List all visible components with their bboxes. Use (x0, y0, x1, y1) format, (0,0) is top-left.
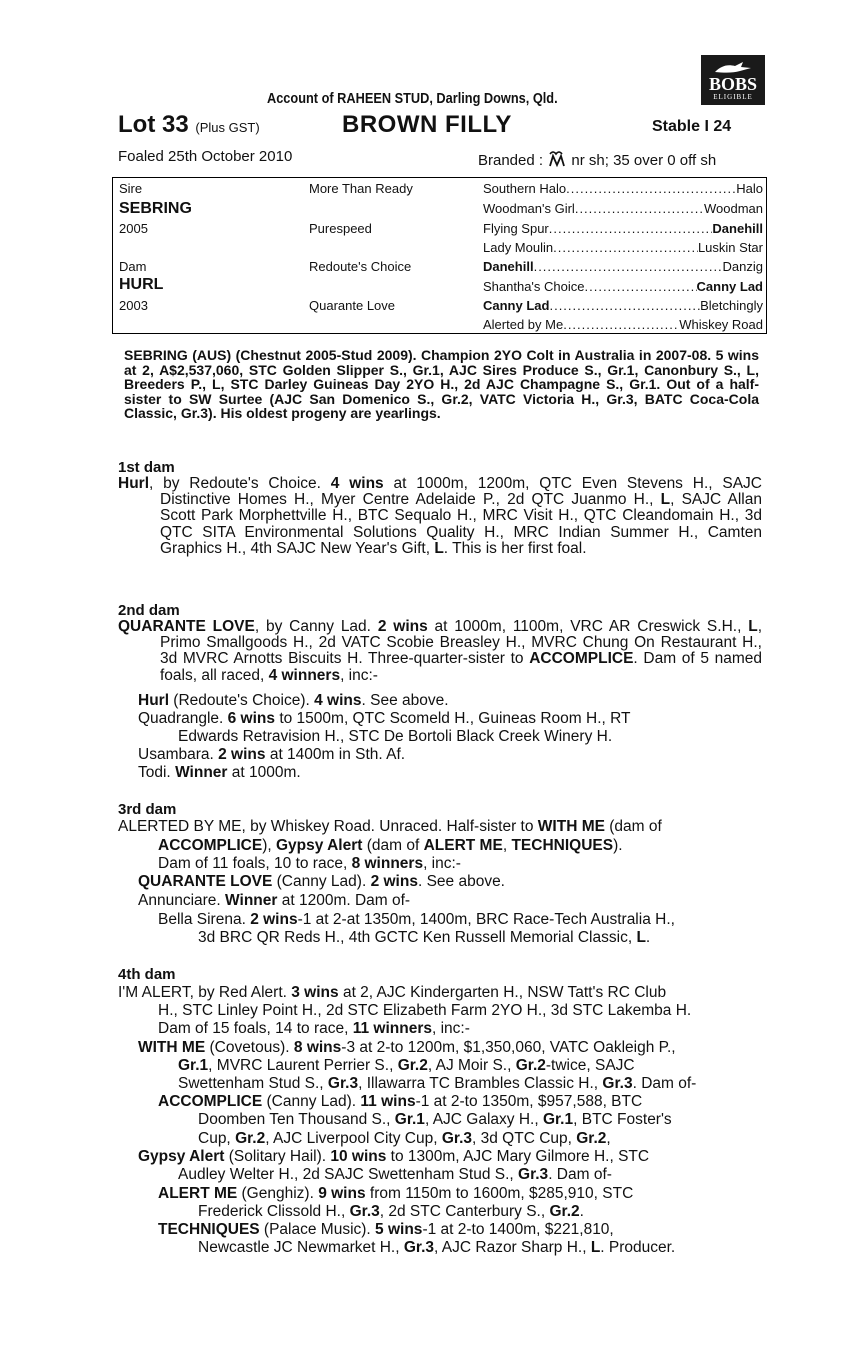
lot-label: Lot 33 (118, 111, 189, 138)
group-tag: Gr.1 (542, 1111, 574, 1128)
text: Dam of 11 foals, 10 to race, (158, 855, 352, 872)
text: . Dam of 5 named foals, all raced, (160, 650, 763, 684)
third-dam-line (118, 819, 762, 835)
wins: 6 wins (227, 710, 276, 727)
sires-sire: More Than Ready (309, 181, 413, 196)
text: , (606, 1130, 611, 1147)
horse-name: ACCOMPLICE (158, 837, 263, 854)
wins: Winner (175, 764, 228, 781)
dam-label: Dam (119, 259, 147, 274)
text: , MVRC Laurent Perrier S., (208, 1057, 398, 1074)
grandparent-row (483, 297, 763, 315)
foal-entry-continued (198, 1204, 584, 1220)
text: , Illawarra TC Brambles Classic H., (358, 1075, 603, 1092)
wins: 2 wins (377, 618, 428, 635)
winners: 4 winners (268, 666, 341, 684)
text: , AJC Galaxy H., (424, 1111, 543, 1128)
grandparent-row (483, 258, 763, 276)
foal-entry (138, 1040, 676, 1056)
horse-name: TECHNIQUES (511, 837, 614, 854)
vendor-account: Account of RAHEEN STUD, Darling Downs, Qld. (267, 91, 558, 107)
text: , AJ Moir S., (427, 1057, 516, 1074)
horse-name: Gypsy Alert (275, 837, 363, 854)
foal-entry (138, 711, 762, 727)
group-tag: Gr.3 (441, 1130, 473, 1147)
grandparent-name: Woodman's Girl (483, 201, 575, 216)
text: (dam of (362, 837, 424, 854)
grandparent-sire: Danehill (712, 221, 763, 236)
text: Frederick Clissold H., (198, 1203, 350, 1220)
text: -3 at 2-to 1200m, $1,350,060, VATC Oakleigh P., (341, 1039, 676, 1056)
text: , (502, 837, 512, 854)
grandparent-row (483, 200, 763, 218)
grandparent-sire: Woodman (703, 201, 763, 216)
sire-summary: SEBRING (AUS) (Chestnut 2005-Stud 2009). Champion 2YO Colt in Australia in 2007-08. 5 wins at 2, A$2,537,060, STC Golden Slipper S., Gr.1, AJC Sires Produce S., Gr.1, Canonbury S., L, Breeders P., L, STC Darley Guineas Day 2YO H., 2d AJC Champagne S., Gr.1. Out of a half-sister to SW Surtee (AJC San Domenico S., Gr.2, VATC Victoria H., Gr.3, BATC Coca-Cola Classic, Gr.3). His oldest progeny are yearlings. (124, 347, 759, 422)
text: at 1400m in Sth. Af. (265, 746, 406, 763)
group-tag: Gr.3 (349, 1203, 380, 1220)
horse-name: TECHNIQUES (158, 1221, 260, 1238)
foal-entry (138, 693, 449, 709)
group-tag: Gr.2 (235, 1130, 266, 1147)
text: (Palace Music). (259, 1221, 376, 1238)
text: (Solitary Hail). (224, 1148, 331, 1165)
text: Quadrangle. (138, 710, 228, 727)
foal-entry (158, 1094, 642, 1110)
wins: 2 wins (370, 873, 418, 890)
text: at 1000m, 1100m, VRC AR Creswick S.H., (427, 618, 749, 635)
sire-year: 2005 (119, 221, 148, 236)
text: ALERTED BY ME, by Whiskey Road. Unraced. Half-sister to (118, 818, 538, 835)
sire-label: Sire (119, 181, 143, 196)
text: Audley Welter H., 2d SAJC Swettenham Stud S., (178, 1166, 519, 1183)
first-dam-heading: 1st dam (118, 459, 175, 476)
foal-entry (138, 1149, 649, 1165)
third-dam-line (158, 856, 461, 872)
text: at 1000m, 1200m, QTC Even Stevens H., SAJC Distinctive Homes H., Myer Centre Adelaide P., 2d QTC Juanmo H., (160, 475, 762, 509)
group-tag: Gr.3 (602, 1075, 633, 1092)
group-tag: Gr.2 (549, 1203, 580, 1220)
text: , AJC Razor Sharp H., (434, 1239, 591, 1256)
dam-name: QUARANTE LOVE (118, 618, 255, 635)
wins: 9 wins (318, 1185, 366, 1202)
foal-entry-continued (198, 1131, 611, 1147)
foal-entry-continued (198, 1240, 675, 1256)
text: Usambara. (138, 746, 219, 763)
text: . (645, 929, 651, 946)
lot-title: BROWN FILLY (342, 111, 512, 138)
grandparent-name: Flying Spur (483, 221, 549, 236)
wins: 2 wins (250, 911, 298, 928)
grandparent-name: Southern Halo (483, 181, 567, 196)
brand-description (478, 148, 716, 169)
dam-year: 2003 (119, 298, 148, 313)
foal-entry (158, 912, 675, 928)
grandparent-name: Danehill (483, 259, 534, 274)
fourth-dam-line (158, 1021, 470, 1037)
listed-tag: L (636, 929, 646, 946)
text: Newcastle JC Newmarket H., (198, 1239, 404, 1256)
grandparent-name: Alerted by Me (483, 317, 564, 332)
foal-entry-continued (178, 1076, 696, 1092)
group-tag: Gr.1 (178, 1057, 209, 1074)
winners: 11 winners (352, 1020, 432, 1037)
dam-name: Hurl (118, 475, 149, 492)
text: Dam of 15 foals, 14 to race, (158, 1020, 353, 1037)
wins: 5 wins (375, 1221, 423, 1238)
text: , by Canny Lad. (254, 618, 378, 635)
text: , inc:- (431, 1020, 470, 1037)
group-tag: Gr.3 (403, 1239, 435, 1256)
text: (Redoute's Choice). (169, 692, 315, 709)
text: at 2, AJC Kindergarten H., NSW Tatt's RC Club (338, 984, 667, 1001)
foal-entry (138, 874, 505, 890)
grandparent-row (483, 316, 763, 334)
text: . See above. (361, 692, 449, 709)
wins: 4 wins (314, 692, 362, 709)
grandparent-sire: Whiskey Road (679, 317, 763, 332)
text: to 1300m, AJC Mary Gilmore H., STC (386, 1148, 650, 1165)
wins: 8 wins (293, 1039, 342, 1056)
foal-entry-continued (198, 1112, 672, 1128)
grandparent-name: Canny Lad (483, 298, 550, 313)
logo-brand: BOBS (708, 74, 758, 94)
text: , inc:- (423, 855, 461, 872)
group-tag: Gr.1 (394, 1111, 425, 1128)
text: . This is her first foal. (443, 539, 587, 557)
horse-name: ACCOMPLICE (529, 650, 634, 668)
grandparent-row (483, 239, 763, 257)
text: . Dam of- (632, 1075, 697, 1092)
foal-entry-continued: Edwards Retravision H., STC De Bortoli Black Creek Winery H. (178, 728, 613, 745)
sire-name: SEBRING (119, 200, 192, 217)
third-dam-line (158, 838, 623, 854)
text: , inc:- (340, 666, 378, 684)
text: Bella Sirena. (158, 911, 251, 928)
foal-entry (138, 747, 405, 763)
logo-subtitle: ELIGIBLE (713, 93, 753, 101)
lot-number (118, 111, 260, 139)
grandparent-row (483, 180, 763, 198)
fourth-dam-heading: 4th dam (118, 966, 176, 983)
text: Cup, (198, 1130, 236, 1147)
text: -1 at 2-to 1400m, $221,810, (422, 1221, 614, 1238)
wins: 11 wins (360, 1093, 416, 1110)
brand-mark-icon (547, 148, 567, 168)
dams-sire: Redoute's Choice (309, 259, 412, 274)
dam-name: HURL (119, 276, 164, 293)
text: -1 at 2-to 1350m, $957,588, BTC (415, 1093, 643, 1110)
wins: 4 wins (330, 475, 384, 492)
fourth-dam-line: H., STC Linley Point H., 2d STC Elizabeth Farm 2YO H., 3d STC Lakemba H. (158, 1002, 692, 1019)
group-tag: Gr.2 (397, 1057, 428, 1074)
bobs-eligible-logo (701, 55, 765, 105)
horse-name: Hurl (138, 692, 169, 709)
branded-suffix: nr sh; 35 over 0 off sh (567, 152, 717, 169)
horse-name: WITH ME (537, 818, 605, 835)
dams-dam: Quarante Love (309, 298, 396, 313)
text: -twice, SAJC (545, 1057, 635, 1074)
grandparent-row (483, 278, 763, 296)
text: , Primo Smallgoods H., 2d VATC Scobie Breasley H., MVRC Chung On Restaurant H., 3d MVRC Arnotts Biscuits H. Three-quarter-sister to (160, 618, 762, 668)
text: Todi. (138, 764, 176, 781)
wins: 10 wins (330, 1148, 387, 1165)
grandparent-name: Lady Moulin (483, 240, 554, 255)
text: , AJC Liverpool City Cup, (265, 1130, 442, 1147)
foal-entry (138, 765, 301, 781)
grandparent-name: Shantha's Choice (483, 279, 585, 294)
text: . Dam of- (548, 1166, 612, 1183)
foal-entry (138, 893, 410, 909)
text: I'M ALERT, by Red Alert. (118, 984, 292, 1001)
fourth-dam-line (118, 985, 666, 1001)
listed-tag: L (748, 618, 758, 635)
text: (dam of (604, 818, 662, 835)
stable-number: Stable I 24 (652, 118, 732, 135)
foaled-date: Foaled 25th October 2010 (118, 148, 293, 165)
text: Doomben Ten Thousand S., (198, 1111, 395, 1128)
text: (Covetous). (205, 1039, 294, 1056)
wins: 3 wins (291, 984, 339, 1001)
foal-entry (158, 1186, 633, 1202)
grandparent-sire: Luskin Star (697, 240, 763, 255)
wins: 2 wins (218, 746, 266, 763)
horse-name: ALERT ME (158, 1185, 238, 1202)
text: . (579, 1203, 584, 1220)
winners: 8 winners (351, 855, 424, 872)
second-dam-paragraph (118, 619, 762, 684)
text: -1 at 2-at 1350m, 1400m, BRC Race-Tech Australia H., (297, 911, 675, 928)
foal-entry (158, 1222, 614, 1238)
text: ). (613, 837, 623, 854)
gst-note: (Plus GST) (195, 120, 260, 135)
text: from 1150m to 1600m, $285,910, STC (365, 1185, 634, 1202)
text: (Canny Lad). (262, 1093, 361, 1110)
foal-entry-continued (178, 1167, 612, 1183)
text: (Genghiz). (237, 1185, 319, 1202)
text: , 2d STC Canterbury S., (379, 1203, 550, 1220)
second-dam-heading: 2nd dam (118, 602, 180, 619)
branded-prefix: Branded : (478, 152, 548, 169)
group-tag: Gr.2 (576, 1130, 607, 1147)
text: , 3d QTC Cup, (472, 1130, 577, 1147)
text: . See above. (417, 873, 505, 890)
horse-name: Gypsy Alert (138, 1148, 225, 1165)
grandparent-sire: Canny Lad (696, 279, 763, 294)
text: , by Redoute's Choice. (149, 475, 331, 492)
first-dam-paragraph (118, 476, 762, 557)
text: (Canny Lad). (272, 873, 371, 890)
group-tag: Gr.2 (515, 1057, 546, 1074)
group-tag: Gr.3 (518, 1166, 549, 1183)
wins: Winner (225, 892, 278, 909)
text: Annunciare. (138, 892, 226, 909)
text: ), (262, 837, 276, 854)
text: to 1500m, QTC Scomeld H., Guineas Room H., RT (275, 710, 631, 727)
group-tag: Gr.3 (327, 1075, 359, 1092)
listed-tag: L (434, 539, 444, 557)
listed-tag: L (660, 491, 671, 509)
horse-name: QUARANTE LOVE (138, 873, 273, 890)
pedigree-table (112, 177, 767, 334)
grandparent-sire: Halo (736, 181, 763, 196)
text: Swettenham Stud S., (178, 1075, 328, 1092)
listed-tag: L (590, 1239, 601, 1256)
grandparent-sire: Danzig (722, 259, 763, 274)
foal-entry-continued (198, 930, 650, 946)
horse-name: ACCOMPLICE (158, 1093, 263, 1110)
foal-entry-continued (178, 1058, 635, 1074)
text: . Producer. (600, 1239, 676, 1256)
grandparent-sire: Bletchingly (700, 298, 763, 313)
horse-name: ALERT ME (423, 837, 503, 854)
third-dam-heading: 3rd dam (118, 801, 177, 818)
horse-name: WITH ME (138, 1039, 206, 1056)
sires-dam: Purespeed (309, 221, 372, 236)
text: at 1000m. (227, 764, 301, 781)
text: , SAJC Allan Scott Park Morphettville H., BTC Sequalo H., MRC Visit H., QTC Cleandomain H., 3d QTC SITA Environmental Solutions Quality H., MRC Indian Summer H., Camten Graphics H., 4th SAJC New Year's Gift, (160, 491, 762, 557)
text: 3d BRC QR Reds H., 4th GCTC Ken Russell Memorial Classic, (198, 929, 637, 946)
text: at 1200m. Dam of- (277, 892, 411, 909)
text: , BTC Foster's (573, 1111, 672, 1128)
grandparent-row (483, 220, 763, 238)
